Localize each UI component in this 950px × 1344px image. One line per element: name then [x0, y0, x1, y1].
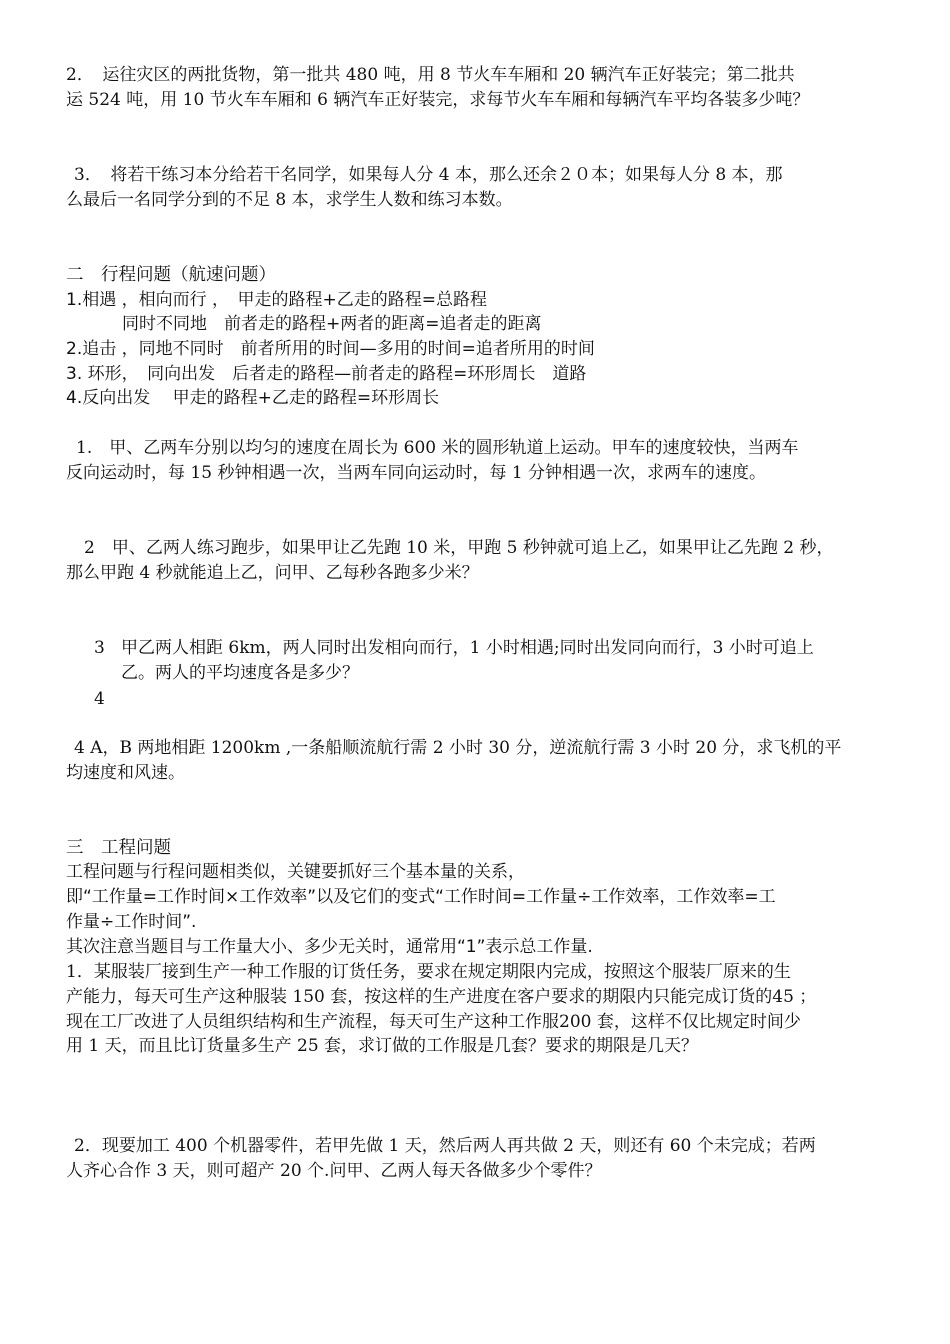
- section-2-rule-5: 4.反向出发 甲走的路程+乙走的路程=环形周长: [66, 388, 440, 408]
- work-question-1-line-4: 用 1 天，而且比订货量多生产 25 套，求订做的工作服是几套？要求的期限是几天？: [66, 1036, 699, 1056]
- travel-question-1-line-1: 1. 甲、乙两车分别以均匀的速度在周长为 600 米的圆形轨道上运动。甲车的速度较快，当两车: [76, 438, 799, 458]
- section-3-title: 三 工程问题: [66, 838, 171, 858]
- problem-3-line-1: 3． 将若干练习本分给若干名同学，如果每人分 4 本，那么还余２０本；如果每人分 8 本，那: [74, 165, 783, 185]
- section-3-intro-4: 其次注意当题目与工作量大小、多少无关时，通常用“1”表示总工作量.: [66, 937, 593, 957]
- travel-question-3-line-2: 乙。两人的平均速度各是多少？: [121, 663, 359, 683]
- section-3-intro-3: 作量÷工作时间”.: [66, 912, 197, 932]
- travel-question-2-line-2: 那么甲跑 4 秒就能追上乙，问甲、乙每秒各跑多少米？: [66, 563, 479, 583]
- travel-question-3-number: 3: [94, 638, 105, 658]
- section-3-intro-2: 即“工作量=工作时间×工作效率”以及它们的变式“工作时间=工作量÷工作效率，工作效率=工: [66, 887, 776, 907]
- work-question-2-line-2: 人齐心合作 3 天，则可超产 20 个.问甲、乙两人每天各做多少个零件？: [66, 1161, 602, 1181]
- travel-question-4-number: 4: [94, 689, 105, 709]
- travel-question-4-line-1: 4 A，B 两地相距 1200km ,一条船顺流航行需 2 小时 30 分，逆流航行需 3 小时 20 分，求飞机的平: [74, 738, 842, 758]
- travel-question-2-line-1: 2 甲、乙两人练习跑步，如果甲让乙先跑 10 米，甲跑 5 秒钟就可追上乙，如果甲让乙先跑 2 秒，: [84, 538, 834, 558]
- travel-question-4-line-2: 均速度和风速。: [66, 763, 185, 783]
- work-question-1-line-2: 产能力，每天可生产这种服装 150 套，按这样的生产进度在客户要求的期限内只能完成订货的45 ；: [66, 987, 817, 1007]
- section-2-rule-3: 2.追击 ，同地不同时 前者所用的时间—多用的时间=追者所用的时间: [66, 339, 595, 359]
- problem-2-line-1: 2． 运往灾区的两批货物，第一批共 480 吨，用 8 节火车车厢和 20 辆汽车正好装完；第二批共: [66, 65, 795, 85]
- problem-3-line-2: 么最后一名同学分到的不足 8 本，求学生人数和练习本数。: [66, 190, 513, 210]
- section-3-intro-1: 工程问题与行程问题相类似，关键要抓好三个基本量的关系，: [66, 862, 525, 882]
- section-2-title: 二 行程问题（航速问题）: [66, 265, 276, 285]
- problem-2-line-2: 运 524 吨，用 10 节火车车厢和 6 辆汽车正好装完，求每节火车车厢和每辆汽车平均各装多少吨？: [66, 90, 810, 110]
- section-2-rule-1: 1.相遇 ，相向而行 ， 甲走的路程+乙走的路程=总路程: [66, 290, 488, 310]
- section-2-rule-2: 同时不同地 前者走的路程+两者的距离=追者走的距离: [122, 314, 542, 334]
- work-question-1-line-3: 现在工厂改进了人员组织结构和生产流程，每天可生产这种工作服200 套，这样不仅比规定时间少: [66, 1012, 801, 1032]
- work-question-1-line-1: 1．某服装厂接到生产一种工作服的订货任务，要求在规定期限内完成，按照这个服装厂原来的生: [66, 962, 791, 982]
- work-question-2-line-1: 2．现要加工 400 个机器零件，若甲先做 1 天，然后两人再共做 2 天，则还有 60 个未完成；若两: [74, 1136, 816, 1156]
- travel-question-1-line-2: 反向运动时，每 15 秒钟相遇一次，当两车同向运动时，每 1 分钟相遇一次，求两车的速度。: [66, 463, 767, 483]
- section-2-rule-4: 3. 环形， 同向出发 后者走的路程—前者走的路程=环形周长 道路: [66, 364, 587, 384]
- travel-question-3-line-1: 甲乙两人相距 6km，两人同时出发相向而行，1 小时相遇;同时出发同向而行，3 小时可追上: [121, 638, 814, 658]
